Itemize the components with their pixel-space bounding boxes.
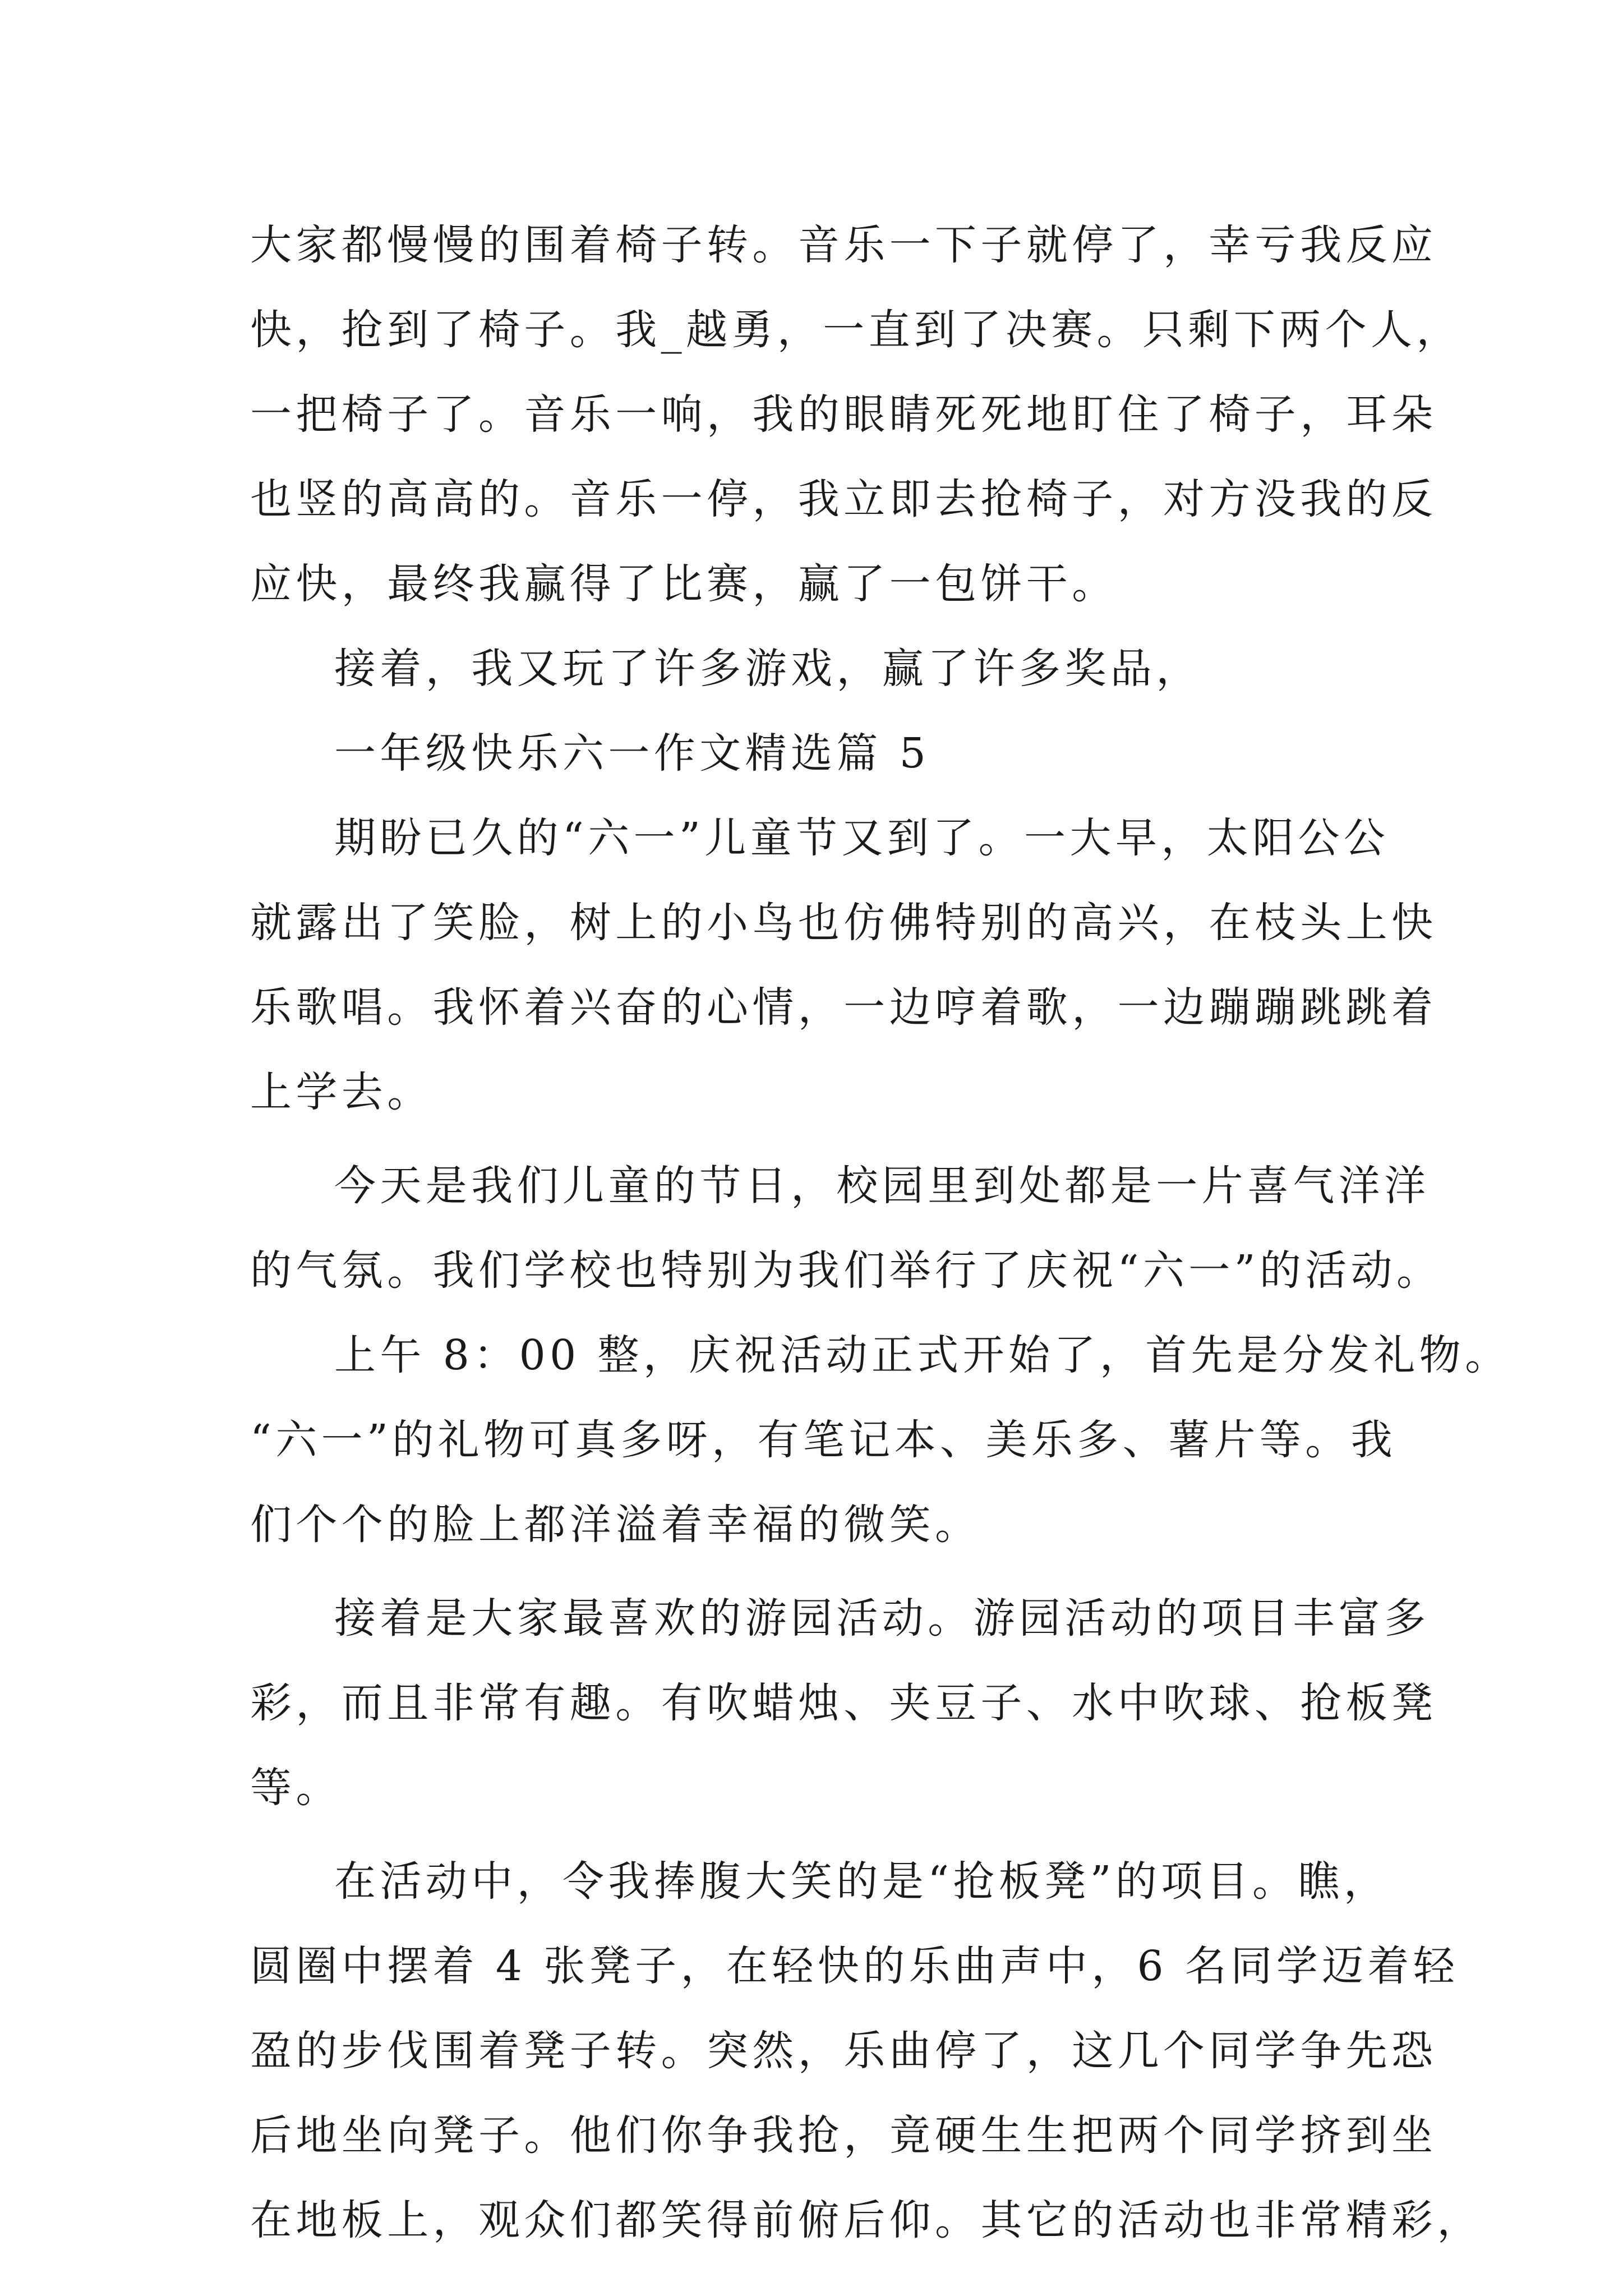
paragraph-line: 期盼已久的“六一”儿童节又到了。一大早，太阳公公 (334, 814, 1390, 862)
text-line: 就露出了笑脸，树上的小鸟也仿佛特别的高兴，在枝头上快 (250, 899, 1437, 947)
paragraph-line: 在活动中，令我捧腹大笑的是“抢板凳”的项目。瞧， (334, 1857, 1390, 1906)
section-heading: 一年级快乐六一作文精选篇 5 (334, 729, 930, 777)
text-line: 上学去。 (250, 1068, 433, 1116)
text-line: 们个个的脸上都洋溢着幸福的微笑。 (250, 1501, 981, 1549)
text-line: 等。 (250, 1764, 342, 1812)
text-line: 后地坐向凳子。他们你争我抢，竟硬生生把两个同学挤到坐 (250, 2111, 1437, 2160)
text-line: 快，抢到了椅子。我_越勇，一直到了决赛。只剩下两个人， (250, 306, 1462, 354)
text-line: 应快，最终我赢得了比赛，赢了一包饼干。 (250, 560, 1118, 608)
text-line: 彩，而且非常有趣。有吹蜡烛、夹豆子、水中吹球、抢板凳 (250, 1679, 1437, 1727)
text-line: 圆圈中摆着 4 张凳子，在轻快的乐曲声中，6 名同学迈着轻 (250, 1942, 1459, 1990)
paragraph-line: 接着是大家最喜欢的游园活动。游园活动的项目丰富多 (334, 1594, 1430, 1642)
text-line: 在地板上，观众们都笑得前俯后仰。其它的活动也非常精彩， (250, 2196, 1483, 2244)
text-line: “六一”的礼物可真多呀，有笔记本、美乐多、薯片等。我 (250, 1416, 1397, 1464)
text-line: 盈的步伐围着凳子转。突然，乐曲停了，这几个同学争先恐 (250, 2027, 1437, 2075)
document-body (250, 203, 1511, 2263)
text-line: 的气氛。我们学校也特别为我们举行了庆祝“六一”的活动。 (250, 1246, 1442, 1295)
text-line: 也竖的高高的。音乐一停，我立即去抢椅子，对方没我的反 (250, 475, 1437, 523)
paragraph-line: 今天是我们儿童的节日，校园里到处都是一片喜气洋洋 (334, 1162, 1430, 1210)
text-line: 大家都慢慢的围着椅子转。音乐一下子就停了，幸亏我反应 (250, 221, 1437, 269)
paragraph-line: 接着，我又玩了许多游戏，赢了许多奖品， (334, 645, 1202, 693)
paragraph-line: 上午 8：00 整，庆祝活动正式开始了，首先是分发礼物。 (334, 1331, 1511, 1379)
text-line: 一把椅子了。音乐一响，我的眼睛死死地盯住了椅子，耳朵 (250, 390, 1437, 439)
text-line: 乐歌唱。我怀着兴奋的心情，一边哼着歌，一边蹦蹦跳跳着 (250, 983, 1437, 1032)
